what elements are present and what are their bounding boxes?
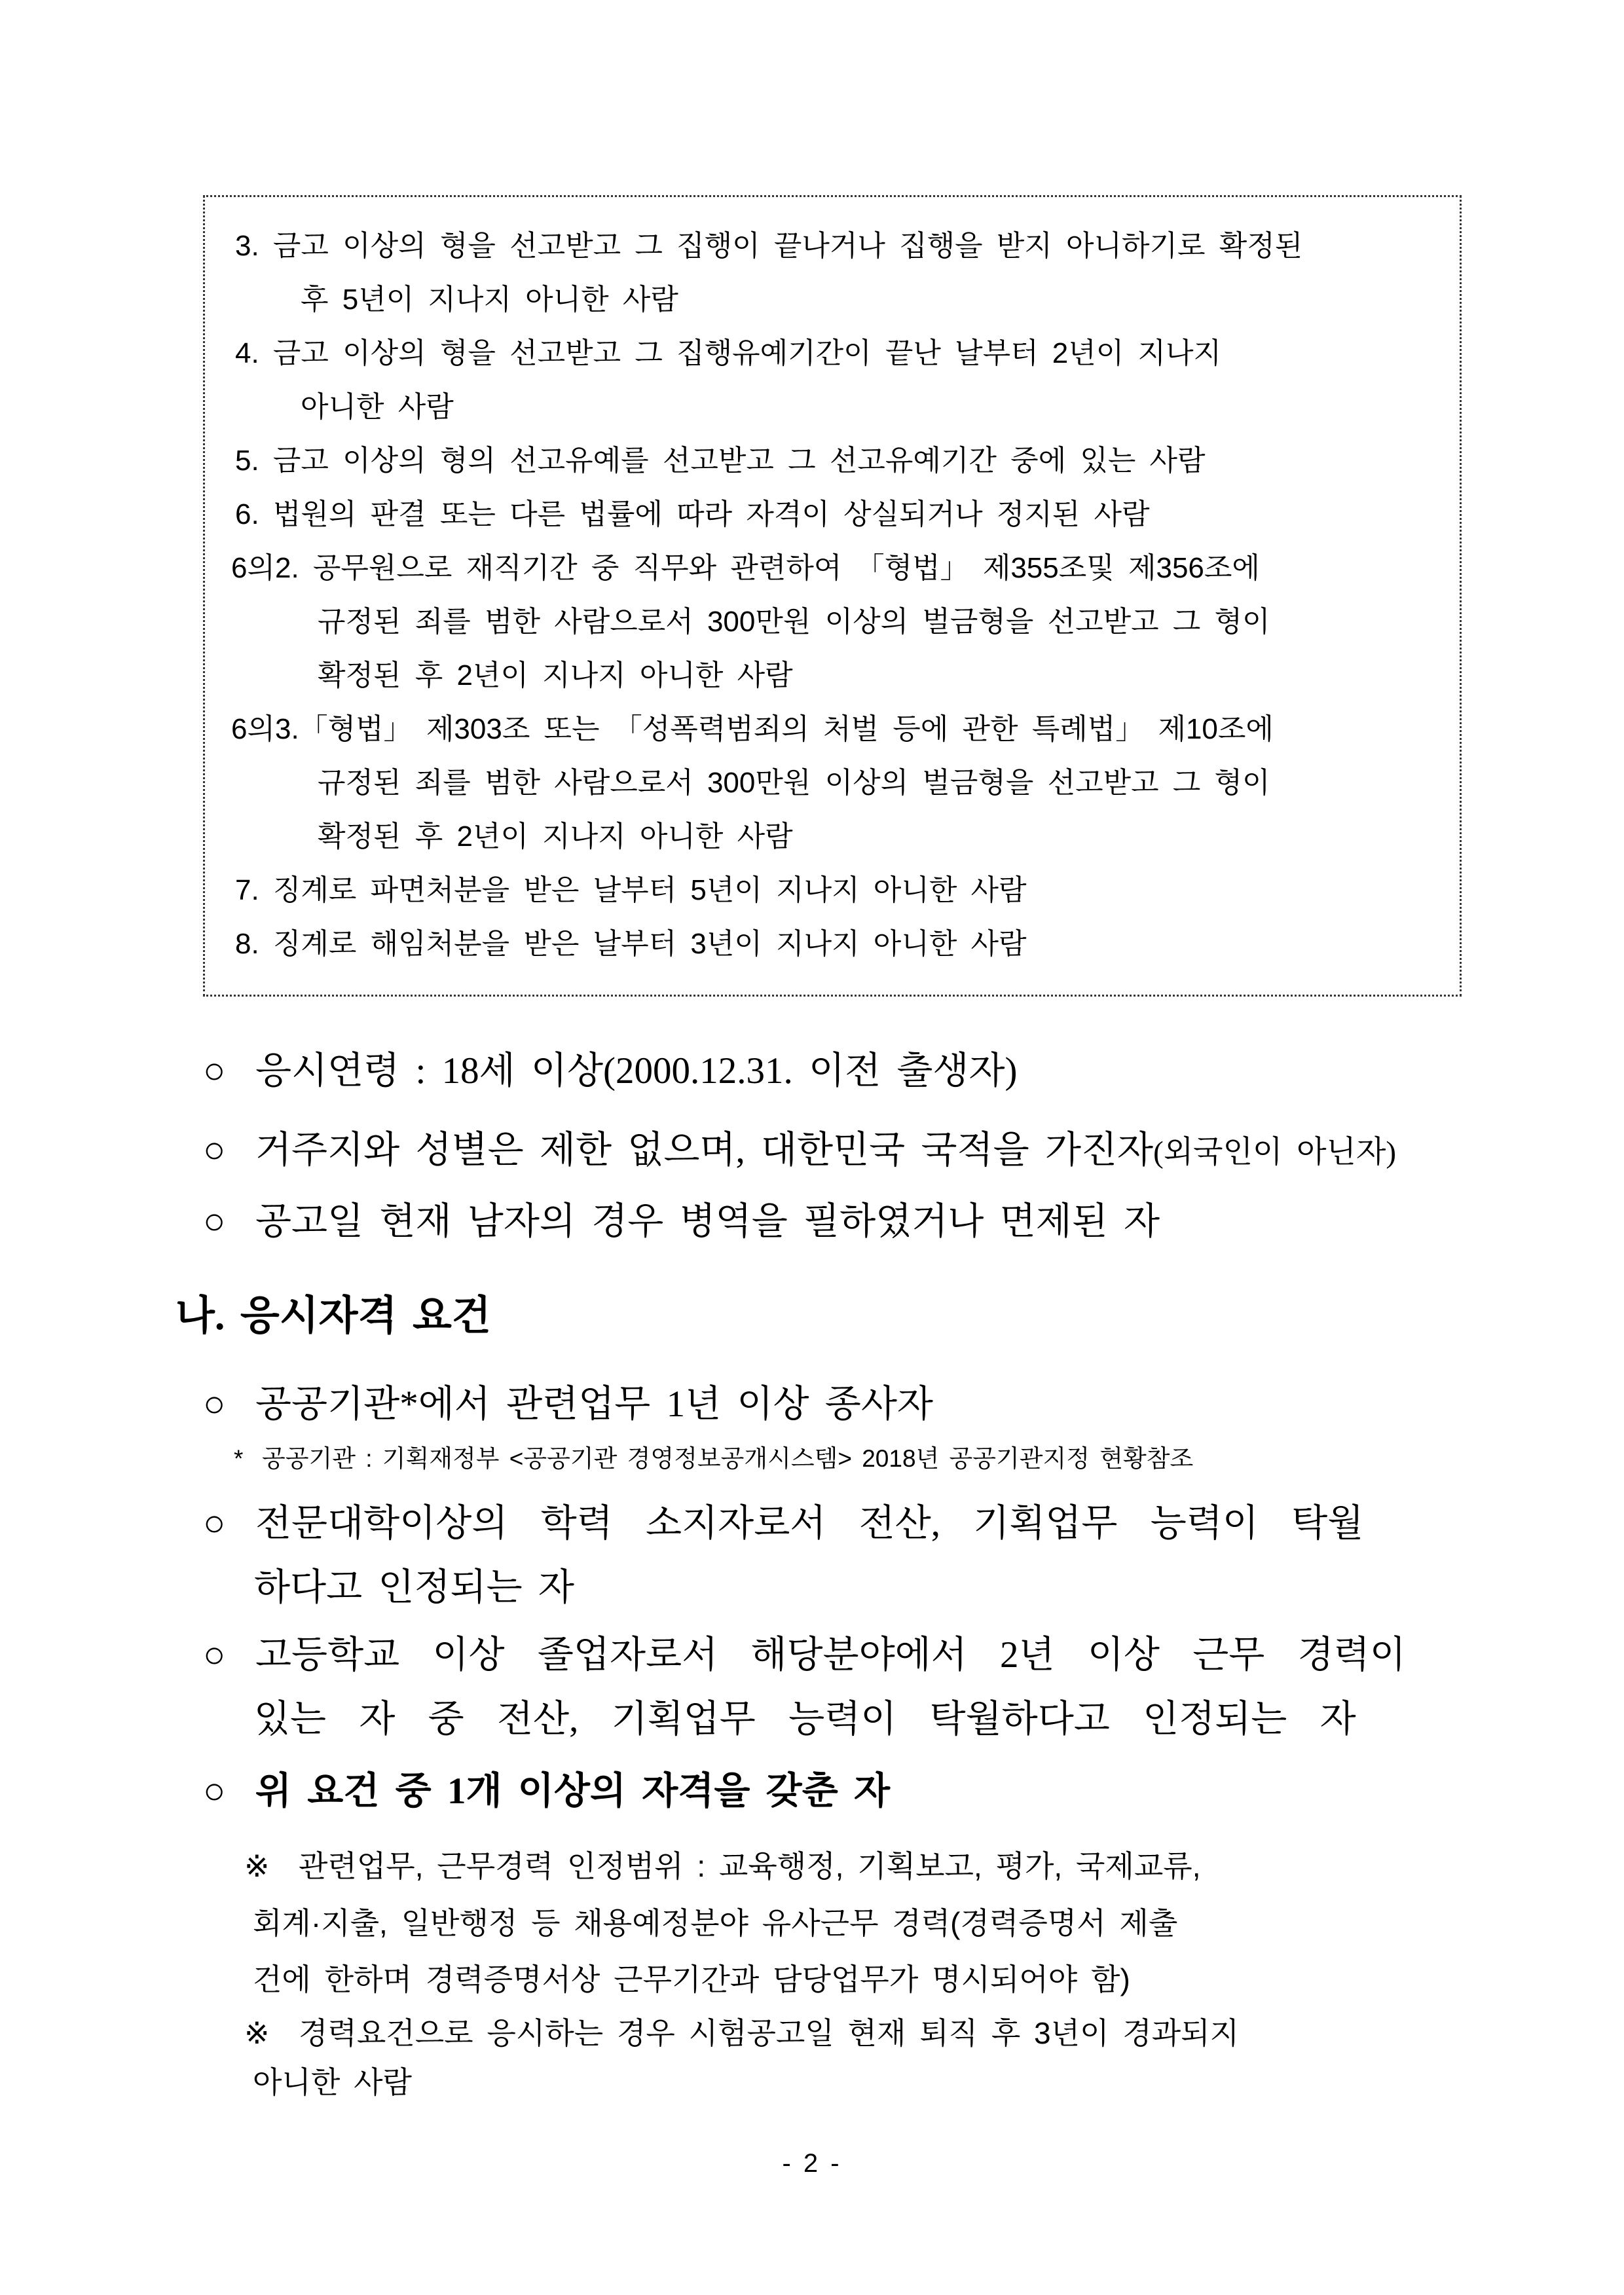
reference-mark-icon: ※ [244, 2016, 270, 2050]
bullet-college-degree [203, 1488, 1363, 1560]
note-related-work-scope-cont: 건에 한하며 경력증명서상 근무기간과 담당업무가 명시되어야 함) [253, 1962, 1130, 1996]
box-clause-3-cont: 후 5년이 지나지 아니한 사람 [301, 284, 678, 316]
box-clause-7: 7. 징계로 파면처분을 받은 날부터 5년이 지나지 아니한 사람 [235, 874, 1027, 906]
box-clause-6: 6. 법원의 판결 또는 다른 법률에 따라 자격이 상실되거나 정지된 사람 [235, 498, 1150, 530]
box-clause-3: 3. 금고 이상의 형을 선고받고 그 집행이 끝나거나 집행을 받지 아니하기로 확정된 [235, 230, 1303, 262]
bullet-text: 고등학교 이상 졸업자로서 해당분야에서 2년 이상 근무 경력이 [255, 1634, 1406, 1676]
note-related-work-scope-cont: 회계·지출, 일반행정 등 채용예정분야 유사근무 경력(경력증명서 제출 [253, 1906, 1178, 1940]
circle-bullet-icon: ○ [203, 1634, 226, 1676]
bullet-text: 거주지와 성별은 제한 없으며, 대한민국 국적을 가진자 [255, 1129, 1154, 1171]
box-clause-8: 8. 징계로 해임처분을 받은 날부터 3년이 지나지 아니한 사람 [235, 928, 1027, 960]
box-clause-4-cont: 아니한 사람 [301, 391, 454, 423]
disqualification-box [203, 195, 1462, 997]
circle-bullet-icon: ○ [203, 1503, 226, 1544]
bullet-text-small: (외국인이 아닌자) [1153, 1135, 1396, 1169]
box-clause-6-2-cont: 규정된 죄를 범한 사람으로서 300만원 이상의 벌금형을 선고받고 그 형이 [318, 606, 1270, 638]
box-clause-6-2: 6의2. 공무원으로 재직기간 중 직무와 관련하여 「형법」 제355조및 제356조에 [231, 552, 1260, 584]
bullet-text: 위 요건 중 1개 이상의 자격을 갖춘 자 [255, 1771, 891, 1812]
footnote-text: 공공기관 : 기획재정부 <공공기관 경영정보공개시스템> 2018년 공공기관지정 현황참조 [262, 1445, 1194, 1472]
bullet-text: 응시연령 : 18세 이상(2000.12.31. 이전 출생자) [255, 1050, 1018, 1092]
section-heading: 나. 응시자격 요건 [175, 1294, 491, 1338]
circle-bullet-icon: ○ [203, 1384, 226, 1425]
bullet-age-requirement [203, 1035, 1018, 1107]
note-text: 경력요건으로 응시하는 경우 시험공고일 현재 퇴직 후 3년이 경과되지 [299, 2016, 1240, 2050]
box-clause-6-3: 6의3.「형법」 제303조 또는 「성폭력범죄의 처벌 등에 관한 특례법」 제10조에 [231, 713, 1274, 745]
bullet-college-degree-cont: 하다고 인정되는 자 [254, 1567, 574, 1608]
note-career-requirement-cont: 아니한 사람 [253, 2065, 412, 2099]
reference-mark-icon: ※ [244, 1849, 270, 1883]
note-related-work-scope [244, 1837, 1200, 1895]
page-number: - 2 - [782, 2149, 842, 2178]
bullet-residency-nationality [203, 1114, 1396, 1186]
circle-bullet-icon: ○ [203, 1129, 226, 1171]
box-clause-6-2-cont: 확정된 후 2년이 지나지 아니한 사람 [318, 659, 793, 691]
circle-bullet-icon: ○ [203, 1050, 226, 1092]
box-clause-6-3-cont: 규정된 죄를 범한 사람으로서 300만원 이상의 벌금형을 선고받고 그 형이 [318, 767, 1270, 799]
bullet-highschool-experience [203, 1619, 1406, 1691]
bullet-text: 전문대학이상의 학력 소지자로서 전산, 기획업무 능력이 탁월 [255, 1503, 1364, 1544]
bullet-public-institution [203, 1368, 933, 1441]
bullet-highschool-experience-cont: 있는 자 중 전산, 기획업무 능력이 탁월하다고 인정되는 자 [254, 1698, 1356, 1740]
bullet-one-or-more-requirements [203, 1755, 890, 1827]
box-clause-4: 4. 금고 이상의 형을 선고받고 그 집행유예기간이 끝난 날부터 2년이 지나지 [235, 337, 1222, 369]
box-clause-6-3-cont: 확정된 후 2년이 지나지 아니한 사람 [318, 820, 793, 853]
note-text: 관련업무, 근무경력 인정범위 : 교육행정, 기획보고, 평가, 국제교류, [299, 1849, 1201, 1883]
circle-bullet-icon: ○ [203, 1201, 226, 1242]
bullet-text: 공고일 현재 남자의 경우 병역을 필하였거나 면제된 자 [255, 1201, 1160, 1242]
circle-bullet-icon: ○ [203, 1771, 226, 1812]
asterisk-marker: * [234, 1445, 244, 1472]
box-clause-5: 5. 금고 이상의 형의 선고유예를 선고받고 그 선고유예기간 중에 있는 사람 [235, 445, 1206, 477]
bullet-military-service [203, 1186, 1160, 1258]
footnote-public-institution [234, 1441, 1193, 1477]
bullet-text: 공공기관*에서 관련업무 1년 이상 종사자 [255, 1384, 933, 1425]
